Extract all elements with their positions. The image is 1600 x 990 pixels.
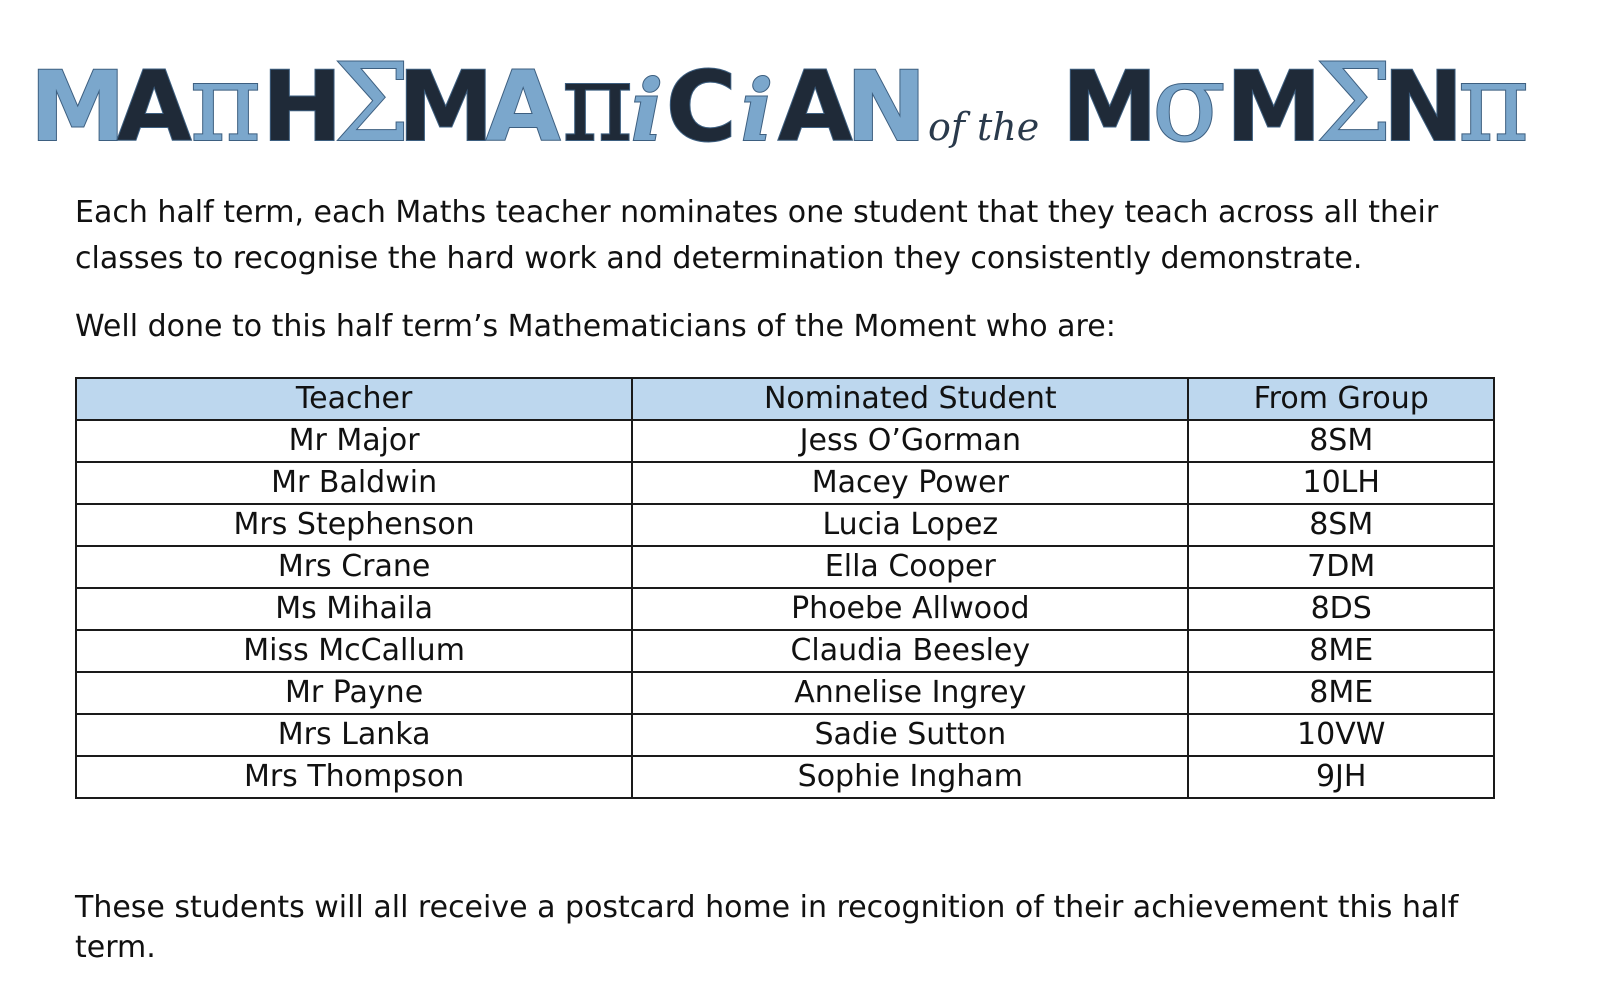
table-row [76,420,1494,462]
logo-letter: M [398,51,494,160]
teacher-cell: Mr Major [76,420,632,462]
logo-letter: π [190,41,261,160]
table-row [76,630,1494,672]
group-cell: 10VW [1188,714,1494,756]
student-cell: Claudia Beesley [632,630,1188,672]
teacher-cell: Mrs Crane [76,546,632,588]
logo-letter: M [30,51,126,160]
logo-letter: M [1226,51,1322,160]
group-cell: 8ME [1188,672,1494,714]
title-banner [0,40,1600,160]
logo-letter: i [631,61,663,160]
logo-letter: Σ [334,41,411,160]
table-row [76,714,1494,756]
teacher-cell: Mrs Lanka [76,714,632,756]
header-nominated-student: Nominated Student [632,378,1188,420]
teacher-cell: Ms Mihaila [76,588,632,630]
group-cell: 8DS [1188,588,1494,630]
logo-connector: of the [928,105,1040,149]
table-row [76,588,1494,630]
logo-letter: i [741,61,773,160]
logo-letter: π [1458,41,1529,160]
teacher-cell: Miss McCallum [76,630,632,672]
logo-letter: A [486,51,561,160]
intro-paragraph: Each half term, each Maths teacher nominates one student that they teach across all their classes to recognise the hard work and determination they consistently demonstrate. [75,195,1439,276]
logo-letter: N [1383,51,1464,160]
table-row [76,462,1494,504]
student-cell: Sophie Ingham [632,756,1188,798]
teacher-cell: Mrs Thompson [76,756,632,798]
student-cell: Sadie Sutton [632,714,1188,756]
group-cell: 8SM [1188,420,1494,462]
header-teacher: Teacher [76,378,632,420]
group-cell: 10LH [1188,462,1494,504]
well-done-paragraph: Well done to this half term’s Mathematicians of the Moment who are: [75,309,1116,344]
logo-letter: A [117,51,192,160]
teacher-cell: Mr Baldwin [76,462,632,504]
table-row [76,504,1494,546]
nominations-table [75,377,1495,799]
student-cell: Ella Cooper [632,546,1188,588]
header-from-group: From Group [1188,378,1494,420]
teacher-cell: Mr Payne [76,672,632,714]
group-cell: 8SM [1188,504,1494,546]
logo-letter: Σ [1316,41,1393,160]
logo-letter: H [262,51,343,160]
student-cell: Macey Power [632,462,1188,504]
table-row [76,546,1494,588]
logo-letter: C [666,51,737,160]
footer-paragraph: These students will all receive a postcard home in recognition of their achievement this half term. [75,890,1459,965]
group-cell: 8ME [1188,630,1494,672]
logo-letter: M [1062,51,1158,160]
group-cell: 9JH [1188,756,1494,798]
student-cell: Lucia Lopez [632,504,1188,546]
teacher-cell: Mrs Stephenson [76,504,632,546]
logo-letter: A [778,51,853,160]
student-cell: Jess O’Gorman [632,420,1188,462]
group-cell: 7DM [1188,546,1494,588]
title-logo [0,40,1600,160]
logo-letter: N [846,51,927,160]
table-header-row [76,378,1494,420]
table-row [76,672,1494,714]
logo-letter: σ [1152,41,1226,160]
logo-letter: π [562,41,633,160]
student-cell: Phoebe Allwood [632,588,1188,630]
table-row [76,756,1494,798]
student-cell: Annelise Ingrey [632,672,1188,714]
